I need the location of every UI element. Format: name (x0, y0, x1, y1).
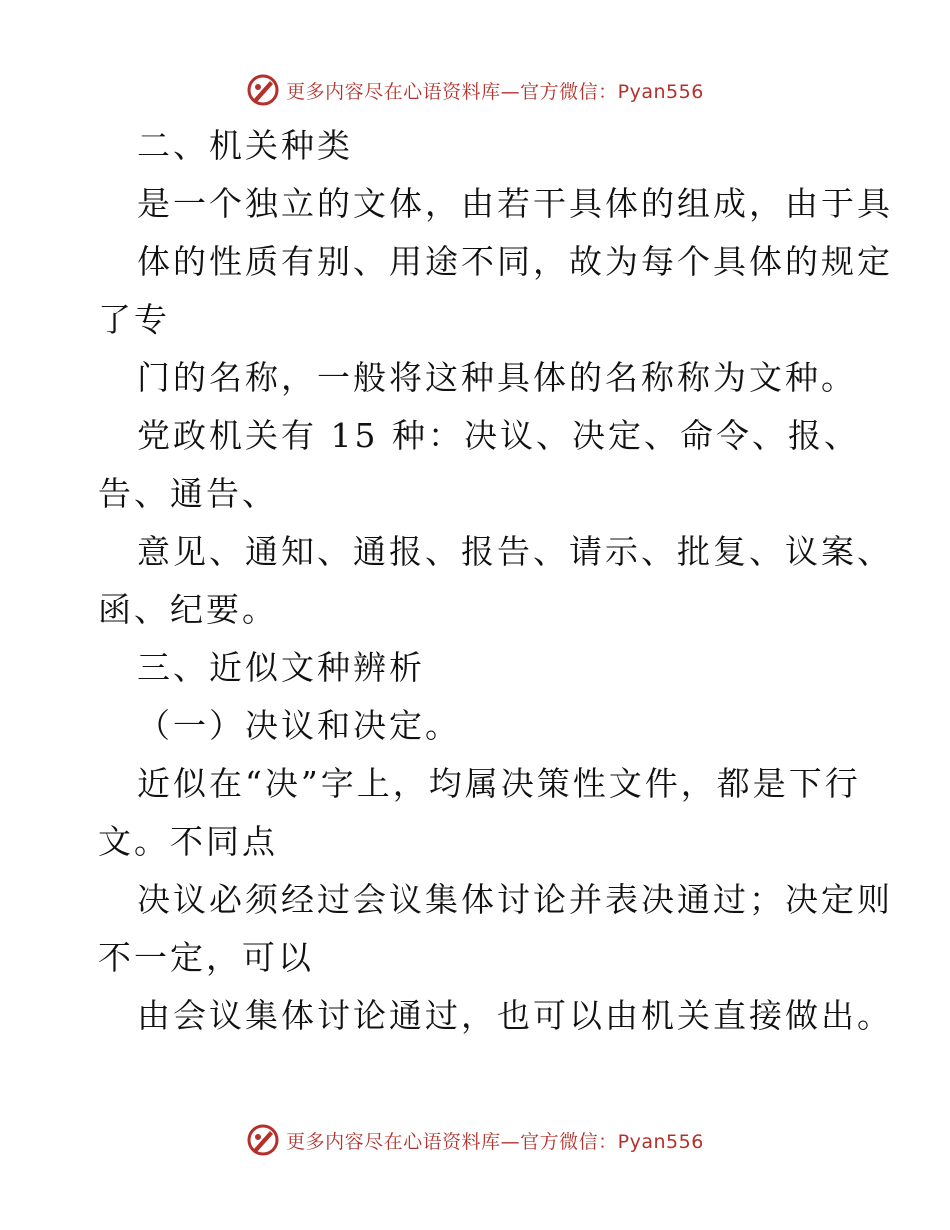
text-line: 由会议集体讨论通过，也可以由机关直接做出。 (137, 996, 893, 1035)
text-line: 告、通告、 (98, 474, 278, 513)
text-line: 体的性质有别、用途不同，故为每个具体的规定 (137, 242, 893, 281)
header-banner (0, 70, 950, 110)
text-line: 二、机关种类 (137, 126, 353, 165)
text-line: 意见、通知、通报、报告、请示、批复、议案、 (137, 532, 893, 571)
text-line: 文。不同点 (98, 822, 278, 861)
section-heading: 三、近似文种辨析 (137, 648, 425, 687)
subsection-heading: （一）决议和决定。 (137, 706, 461, 745)
text-line: 不一定，可以 (98, 938, 314, 977)
text-line: 决议必须经过会议集体讨论并表决通过；决定则 (137, 880, 893, 919)
text-line: 函、纪要。 (98, 590, 278, 629)
brand-logo-icon (246, 1123, 280, 1157)
banner-text: 更多内容尽在心语资料库—官方微信：Pyan556 (286, 80, 704, 103)
text-line: 党政机关有 15 种：决议、决定、命令、报、 (137, 416, 860, 455)
banner-text: 更多内容尽在心语资料库—官方微信：Pyan556 (286, 1130, 704, 1153)
text-line: 是一个独立的文体，由若干具体的组成，由于具 (137, 184, 893, 223)
footer-banner (0, 1120, 950, 1160)
text-line: 近似在“决”字上，均属决策性文件，都是下行 (137, 764, 861, 803)
brand-logo-icon (246, 73, 280, 107)
text-line: 了专 (98, 300, 170, 339)
text-line: 门的名称，一般将这种具体的名称称为文种。 (137, 358, 857, 397)
